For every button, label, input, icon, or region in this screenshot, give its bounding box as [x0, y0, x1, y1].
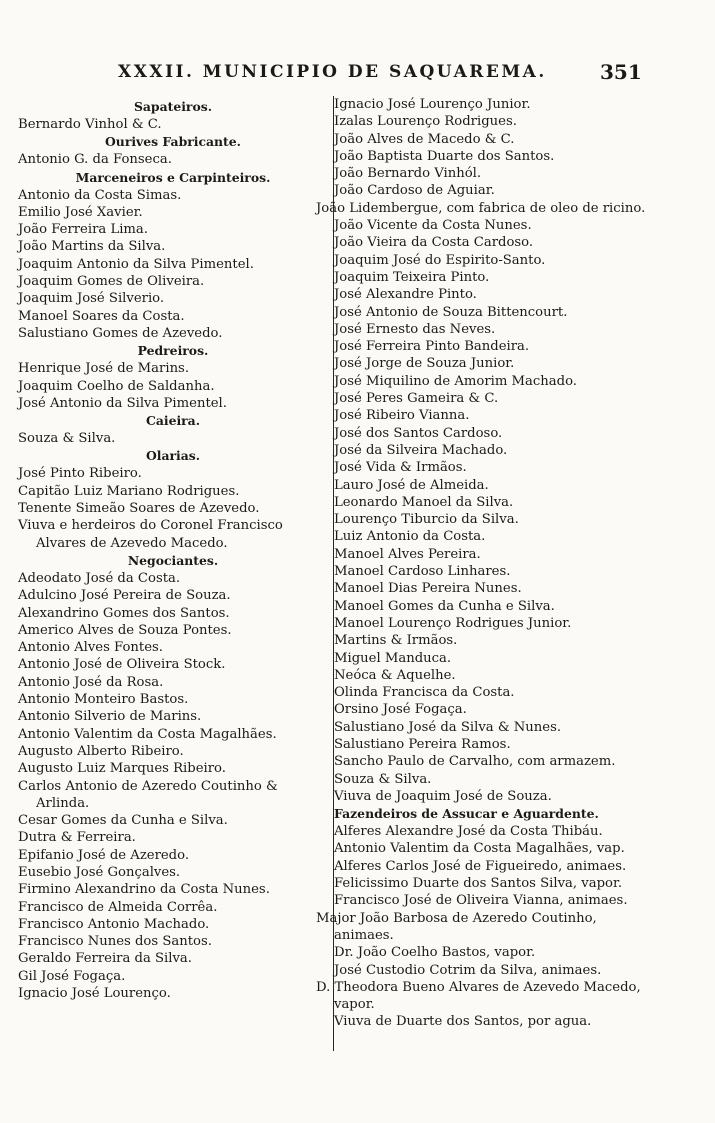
directory-entry: Joaquim Coelho de Saldanha.	[18, 378, 215, 394]
directory-entry: Bernardo Vinhol & C.	[18, 117, 162, 132]
directory-entry: Ignacio José Lourenço.	[18, 986, 171, 1002]
directory-entry: José Ferreira Pinto Bandeira.	[334, 339, 530, 355]
directory-entry: Francisco Antonio Machado.	[18, 916, 210, 932]
directory-entry: José Custodio Cotrim da Silva, animaes.	[334, 962, 602, 978]
directory-entry: José Pinto Ribeiro.	[18, 466, 142, 482]
directory-entry: Augusto Luiz Marques Ribeiro.	[18, 761, 226, 777]
directory-entry: Lauro José de Almeida.	[334, 477, 489, 493]
directory-entry: Geraldo Ferreira da Silva.	[18, 951, 192, 967]
directory-entry: Alferes Carlos José de Figueiredo, animaes.	[334, 858, 627, 874]
directory-entry: D. Theodora Bueno Alvares de Azevedo Macedo, vapor.	[316, 979, 641, 1013]
directory-entry: Salustiano Pereira Ramos.	[334, 736, 511, 752]
directory-entry: Dr. João Coelho Bastos, vapor.	[334, 945, 536, 961]
directory-entry: Manoel Cardoso Linhares.	[334, 564, 511, 580]
directory-entry: Antonio Alves Fontes.	[18, 640, 163, 656]
directory-entry: José Alexandre Pinto.	[334, 287, 477, 303]
directory-entry: Olinda Francisca da Costa.	[334, 685, 515, 701]
directory-entry: Augusto Alberto Ribeiro.	[18, 743, 184, 759]
directory-entry: José Peres Gameira & C.	[334, 391, 499, 407]
directory-entry: José Ribeiro Vianna.	[334, 408, 470, 424]
directory-entry: Antonio Valentim da Costa Magalhães.	[18, 726, 277, 742]
page-header	[0, 62, 715, 88]
directory-entry: José dos Santos Cardoso.	[334, 425, 503, 441]
directory-entry: José Jorge de Souza Junior.	[334, 356, 515, 372]
directory-entry: Joaquim Teixeira Pinto.	[334, 269, 490, 285]
directory-entry: Joaquim José Silverio.	[18, 291, 165, 307]
left-column	[18, 98, 328, 1002]
directory-entry: José Miquilino de Amorim Machado.	[334, 373, 577, 389]
directory-entry: João Ferreira Lima.	[18, 222, 148, 238]
directory-entry: José da Silveira Machado.	[334, 442, 508, 458]
directory-entry: José Antonio de Souza Bittencourt.	[334, 304, 568, 320]
directory-entry: Manoel Gomes da Cunha e Silva.	[334, 598, 555, 614]
directory-entry: Antonio José de Oliveira Stock.	[18, 657, 226, 673]
section-heading: Olarias.	[145, 448, 201, 464]
directory-entry: João Vicente da Costa Nunes.	[334, 218, 532, 234]
directory-entry: Alexandrino Gomes dos Santos.	[18, 605, 230, 621]
directory-entry: Martins & Irmãos.	[334, 633, 458, 649]
directory-entry: Eusebio José Gonçalves.	[18, 864, 181, 880]
directory-entry: José Ernesto das Neves.	[334, 321, 496, 337]
directory-entry: Ignacio José Lourenço Junior.	[334, 97, 531, 112]
directory-entry: Viuva de Joaquim José de Souza.	[334, 788, 552, 804]
section-heading: Pedreiros.	[137, 343, 209, 359]
directory-entry: Lourenço Tiburcio da Silva.	[334, 512, 519, 528]
directory-entry: Salustiano José da Silva & Nunes.	[334, 719, 562, 735]
directory-entry: Emilio José Xavier.	[18, 204, 143, 220]
directory-entry: Izalas Lourenço Rodrigues.	[334, 114, 517, 130]
directory-entry: Major João Barbosa de Azeredo Coutinho, animaes.	[316, 910, 597, 943]
directory-entry: João Lidembergue, com fabrica de oleo de ricino.	[316, 200, 646, 216]
directory-entry: Sancho Paulo de Carvalho, com armazem.	[334, 754, 616, 770]
directory-entry: João Alves de Macedo & C.	[334, 131, 515, 147]
directory-entry: João Vieira da Costa Cardoso.	[334, 235, 534, 251]
directory-entry: Antonio Valentim da Costa Magalhães, vap.	[334, 841, 625, 857]
directory-entry: Manoel Alves Pereira.	[334, 546, 481, 562]
directory-entry: Americo Alves de Souza Pontes.	[18, 622, 232, 638]
section-heading: Sapateiros.	[133, 99, 213, 114]
directory-entry: Manoel Lourenço Rodrigues Junior.	[334, 615, 572, 631]
page-title: XXXII. MUNICIPIO DE SAQUAREMA.	[118, 62, 547, 82]
directory-entry: Adeodato José da Costa.	[18, 570, 181, 586]
section-heading: Fazendeiros de Assucar e Aguardente.	[334, 806, 599, 822]
directory-entry: Souza & Silva.	[18, 431, 116, 447]
directory-entry: João Bernardo Vinhól.	[334, 166, 482, 182]
directory-entry: Francisco de Almeida Corrêa.	[18, 899, 218, 915]
directory-entry: Gil José Fogaça.	[18, 968, 126, 984]
directory-entry: Tenente Simeão Soares de Azevedo.	[18, 501, 260, 517]
section-heading: Marceneiros e Carpinteiros.	[75, 169, 271, 185]
directory-entry: João Martins da Silva.	[18, 239, 166, 255]
directory-entry: Viuva de Duarte dos Santos, por agua.	[334, 1014, 592, 1030]
directory-entry: Joaquim Antonio da Silva Pimentel.	[18, 256, 254, 272]
directory-entry: Manoel Soares da Costa.	[18, 308, 185, 324]
directory-entry: Antonio Monteiro Bastos.	[18, 692, 189, 708]
directory-entry: Souza & Silva.	[334, 771, 432, 787]
directory-entry: José Vida & Irmãos.	[334, 460, 467, 476]
directory-entry: Neóca & Aquelhe.	[334, 667, 456, 683]
directory-entry: Viuva e herdeiros do Coronel Francisco Alvares de Azevedo Macedo.	[18, 518, 283, 551]
directory-entry: Orsino José Fogaça.	[334, 702, 467, 718]
directory-entry: Miguel Manduca.	[334, 650, 452, 666]
section-heading: Ourives Fabricante.	[105, 134, 241, 150]
directory-entry: Antonio José da Rosa.	[18, 674, 164, 690]
directory-entry: Capitão Luiz Mariano Rodrigues.	[18, 483, 240, 499]
section-heading: Caieira.	[145, 413, 201, 429]
directory-entry: Salustiano Gomes de Azevedo.	[18, 325, 223, 341]
directory-entry: Antonio G. da Fonseca.	[18, 152, 172, 168]
directory-entry: Adulcino José Pereira de Souza.	[18, 588, 231, 604]
directory-entry: Antonio Silverio de Marins.	[18, 709, 202, 725]
directory-entry: Joaquim José do Espirito-Santo.	[334, 252, 546, 268]
directory-entry: José Antonio da Silva Pimentel.	[18, 395, 227, 411]
directory-entry: Leonardo Manoel da Silva.	[334, 494, 514, 510]
section-heading: Negociantes.	[127, 552, 219, 568]
directory-entry: Carlos Antonio de Azeredo Coutinho & Arlinda.	[18, 778, 278, 811]
directory-entry: Alferes Alexandre José da Costa Thibáu.	[334, 824, 603, 840]
directory-entry: Dutra & Ferreira.	[18, 830, 136, 846]
directory-entry: João Baptista Duarte dos Santos.	[334, 148, 555, 164]
directory-entry: Cesar Gomes da Cunha e Silva.	[18, 813, 228, 829]
page-number: 351	[600, 60, 642, 84]
directory-entry: Felicissimo Duarte dos Santos Silva, vapor.	[334, 876, 623, 892]
directory-entry: Henrique José de Marins.	[18, 361, 190, 377]
directory-entry: Luiz Antonio da Costa.	[334, 529, 486, 545]
right-column	[316, 96, 656, 1051]
directory-entry: Manoel Dias Pereira Nunes.	[334, 581, 522, 597]
directory-entry: Firmino Alexandrino da Costa Nunes.	[18, 882, 270, 898]
directory-entry: Epifanio José de Azeredo.	[18, 847, 190, 863]
directory-entry: João Cardoso de Aguiar.	[334, 183, 495, 199]
directory-entry: Antonio da Costa Simas.	[18, 187, 182, 203]
directory-entry: Francisco José de Oliveira Vianna, animaes.	[334, 893, 628, 909]
directory-entry: Joaquim Gomes de Oliveira.	[18, 274, 205, 290]
directory-entry: Francisco Nunes dos Santos.	[18, 934, 212, 950]
